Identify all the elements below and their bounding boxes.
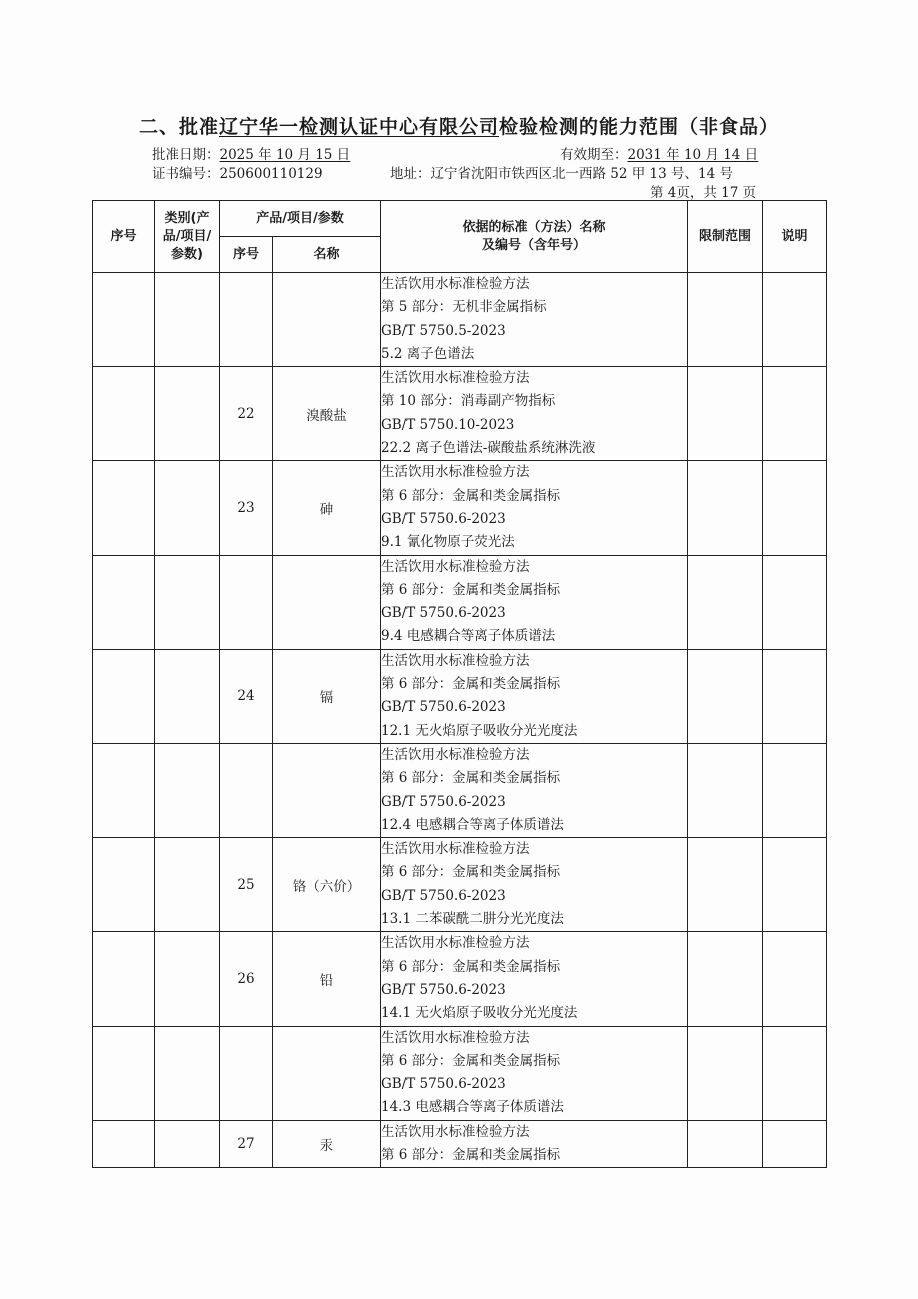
cell-name — [273, 1026, 381, 1120]
standard-line: 生活饮用水标准检验方法 — [381, 746, 530, 763]
cell-sub-seq: 24 — [220, 649, 273, 743]
standard-line: 生活饮用水标准检验方法 — [381, 464, 530, 481]
title-suffix: 检验检测的能力范围（非食品） — [499, 116, 780, 138]
cell-note — [763, 743, 827, 837]
cell-limit — [688, 1120, 763, 1168]
cell-limit — [688, 367, 763, 461]
cell-category — [155, 1026, 220, 1120]
cell-category — [155, 743, 220, 837]
standard-line: 生活饮用水标准检验方法 — [381, 1123, 530, 1140]
header-sub-seq: 序号 — [220, 237, 273, 273]
cell-note — [763, 555, 827, 649]
cell-standard — [381, 1120, 688, 1168]
cell-seq — [93, 1026, 155, 1120]
standard-line: 第 6 部分：金属和类金属指标 — [381, 676, 561, 693]
cell-note — [763, 273, 827, 367]
capability-table — [92, 200, 827, 1168]
cell-note — [763, 1026, 827, 1120]
standard-line: 第 6 部分：金属和类金属指标 — [381, 1146, 561, 1163]
cell-category — [155, 367, 220, 461]
cell-standard — [381, 367, 688, 461]
standard-line: 5.2 离子色谱法 — [381, 345, 475, 362]
header-category-line: 类别(产 — [164, 210, 210, 226]
standard-line: 第 10 部分：消毒副产物指标 — [381, 393, 556, 410]
cell-standard — [381, 273, 688, 367]
cell-seq — [93, 461, 155, 555]
cell-seq — [93, 273, 155, 367]
standard-line: 生活饮用水标准检验方法 — [381, 1029, 530, 1046]
cell-sub-seq: 25 — [220, 838, 273, 932]
cell-sub-seq: 22 — [220, 367, 273, 461]
standard-line: 第 6 部分：金属和类金属指标 — [381, 770, 561, 787]
cell-limit — [688, 838, 763, 932]
cell-name: 溴酸盐 — [273, 367, 381, 461]
certificate-line — [152, 162, 323, 182]
title-prefix: 二、批准 — [138, 116, 219, 138]
cell-note — [763, 932, 827, 1026]
cell-category — [155, 838, 220, 932]
cell-sub-seq: 27 — [220, 1120, 273, 1168]
standard-line: GB/T 5750.6-2023 — [381, 1076, 506, 1093]
cell-limit — [688, 555, 763, 649]
standard-line: 生活饮用水标准检验方法 — [381, 652, 530, 669]
standard-line: 第 5 部分：无机非金属指标 — [381, 299, 547, 316]
cell-seq — [93, 649, 155, 743]
approval-date: 2025 年 10 月 15 日 — [219, 147, 351, 163]
header-seq: 序号 — [93, 201, 155, 273]
approval-label: 批准日期： — [152, 147, 220, 163]
valid-date: 2031 年 10 月 14 日 — [627, 147, 759, 163]
approval-date-line — [152, 143, 350, 163]
table-row — [93, 555, 827, 649]
cell-name: 铬（六价） — [273, 838, 381, 932]
table-row — [93, 838, 827, 932]
standard-line: GB/T 5750.6-2023 — [381, 793, 506, 810]
standard-line: GB/T 5750.6-2023 — [381, 699, 506, 716]
standard-line: 第 6 部分：金属和类金属指标 — [381, 487, 561, 504]
cell-standard — [381, 649, 688, 743]
page-title — [0, 112, 918, 139]
cell-name: 砷 — [273, 461, 381, 555]
standard-line: 14.1 无火焰原子吸收分光光度法 — [381, 1005, 578, 1022]
header-standard-line: 及编号（含年号） — [481, 237, 586, 253]
cell-note — [763, 461, 827, 555]
standard-line: 22.2 离子色谱法-碳酸盐系统淋洗液 — [381, 440, 596, 457]
cell-seq — [93, 367, 155, 461]
cell-standard — [381, 838, 688, 932]
cell-name: 汞 — [273, 1120, 381, 1168]
cell-note — [763, 838, 827, 932]
standard-line: 生活饮用水标准检验方法 — [381, 558, 530, 575]
table-row — [93, 461, 827, 555]
header-category — [155, 201, 220, 273]
cell-sub-seq — [220, 1026, 273, 1120]
cell-category — [155, 932, 220, 1026]
cell-name — [273, 743, 381, 837]
header-product: 产品/项目/参数 — [220, 201, 381, 237]
header-note: 说明 — [763, 201, 827, 273]
table-row — [93, 649, 827, 743]
cell-sub-seq: 26 — [220, 932, 273, 1026]
cell-category — [155, 273, 220, 367]
table-row — [93, 367, 827, 461]
standard-line: 第 6 部分：金属和类金属指标 — [381, 864, 561, 881]
standard-line: 12.4 电感耦合等离子体质谱法 — [381, 816, 564, 833]
cell-standard — [381, 555, 688, 649]
standard-line: 9.1 氰化物原子荧光法 — [381, 534, 515, 551]
cell-limit — [688, 743, 763, 837]
cell-limit — [688, 649, 763, 743]
cell-category — [155, 1120, 220, 1168]
header-name: 名称 — [273, 237, 381, 273]
table-row — [93, 932, 827, 1026]
cell-standard — [381, 932, 688, 1026]
valid-label: 有效期至： — [560, 147, 628, 163]
cell-name — [273, 273, 381, 367]
cell-limit — [688, 461, 763, 555]
cell-category — [155, 649, 220, 743]
cell-seq — [93, 1120, 155, 1168]
standard-line: 9.4 电感耦合等离子体质谱法 — [381, 628, 556, 645]
page-info: 第 4页，共 17 页 — [650, 185, 757, 201]
cell-standard — [381, 1026, 688, 1120]
certificate-number: 250600110129 — [219, 166, 323, 182]
standard-line: GB/T 5750.5-2023 — [381, 322, 506, 339]
cell-seq — [93, 555, 155, 649]
standard-line: GB/T 5750.6-2023 — [381, 887, 506, 904]
cell-seq — [93, 743, 155, 837]
header-category-line: 品/项目/ — [162, 228, 212, 244]
valid-until-line — [560, 143, 758, 163]
certificate-label: 证书编号： — [152, 166, 220, 182]
standard-line: GB/T 5750.6-2023 — [381, 981, 506, 998]
cell-category — [155, 461, 220, 555]
cell-seq — [93, 838, 155, 932]
header-limit: 限制范围 — [688, 201, 763, 273]
header-category-line: 参数) — [171, 246, 203, 262]
cell-note — [763, 367, 827, 461]
standard-line: 生活饮用水标准检验方法 — [381, 841, 530, 858]
standard-line: GB/T 5750.10-2023 — [381, 416, 515, 433]
cell-category — [155, 555, 220, 649]
cell-note — [763, 649, 827, 743]
table-row — [93, 1026, 827, 1120]
standard-line: 生活饮用水标准检验方法 — [381, 370, 530, 387]
table-row — [93, 743, 827, 837]
address-line: 地址：辽宁省沈阳市铁西区北一西路 52 甲 13 号、14 号 — [390, 166, 733, 182]
cell-sub-seq — [220, 743, 273, 837]
cell-sub-seq: 23 — [220, 461, 273, 555]
cell-limit — [688, 273, 763, 367]
cell-sub-seq — [220, 273, 273, 367]
standard-line: 第 6 部分：金属和类金属指标 — [381, 581, 561, 598]
standard-line: 13.1 二苯碳酰二肼分光光度法 — [381, 911, 564, 928]
cell-limit — [688, 932, 763, 1026]
cell-name: 铅 — [273, 932, 381, 1026]
header-standard — [381, 201, 688, 273]
standard-line: 第 6 部分：金属和类金属指标 — [381, 958, 561, 975]
standard-line: 生活饮用水标准检验方法 — [381, 935, 530, 952]
cell-standard — [381, 461, 688, 555]
standard-line: 12.1 无火焰原子吸收分光光度法 — [381, 722, 578, 739]
title-organization: 辽宁华一检测认证中心有限公司 — [218, 116, 499, 138]
cell-limit — [688, 1026, 763, 1120]
table-row — [93, 1120, 827, 1168]
header-standard-line: 依据的标准（方法）名称 — [462, 219, 606, 235]
standard-line: GB/T 5750.6-2023 — [381, 510, 506, 527]
cell-note — [763, 1120, 827, 1168]
standard-line: 第 6 部分：金属和类金属指标 — [381, 1052, 561, 1069]
cell-name: 镉 — [273, 649, 381, 743]
cell-sub-seq — [220, 555, 273, 649]
standard-line: 生活饮用水标准检验方法 — [381, 276, 530, 292]
standard-line: GB/T 5750.6-2023 — [381, 605, 506, 622]
cell-seq — [93, 932, 155, 1026]
cell-standard — [381, 743, 688, 837]
cell-name — [273, 555, 381, 649]
table-row — [93, 273, 827, 367]
standard-line: 14.3 电感耦合等离子体质谱法 — [381, 1099, 564, 1116]
